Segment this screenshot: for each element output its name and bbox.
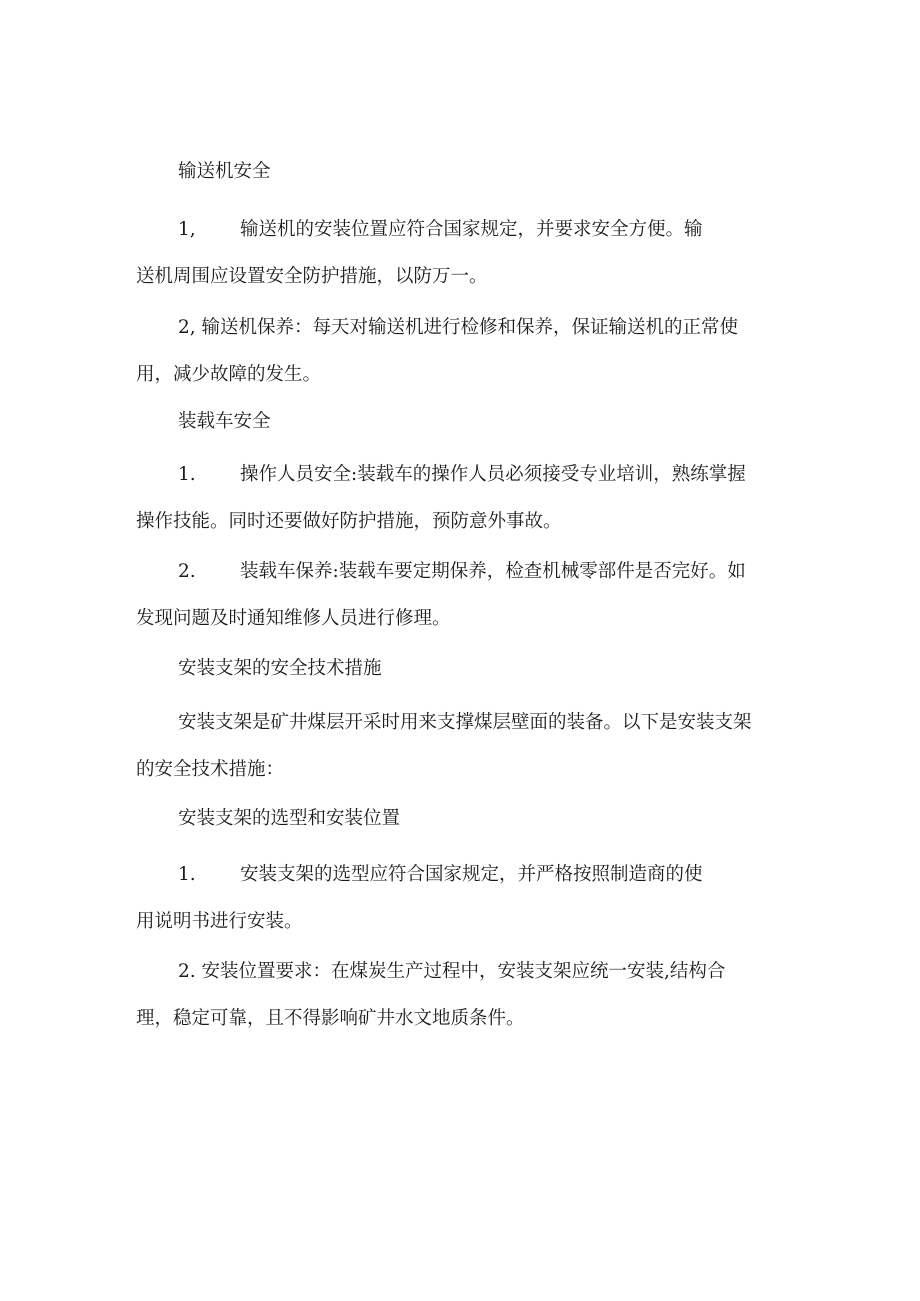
section-heading-conveyor bbox=[136, 148, 796, 195]
support-item-2 bbox=[136, 948, 796, 1042]
loader-item-2 bbox=[136, 548, 796, 642]
heading-text: 输送机安全 bbox=[178, 161, 271, 182]
item-number: 2. bbox=[178, 961, 196, 982]
intro-line-1: 安装支架是矿井煤层开采时用来支撑煤层壁面的装备。以下是安装支架 bbox=[178, 712, 752, 733]
support-intro bbox=[136, 699, 796, 793]
item-line-2: 理，稳定可靠，且不得影响矿井水文地质条件。 bbox=[136, 1008, 525, 1029]
loader-item-1 bbox=[136, 451, 796, 545]
item-line-2: 用，减少故障的发生。 bbox=[136, 364, 322, 385]
item-line-1: 输送机保养：每天对输送机进行检修和保养，保证输送机的正常使 bbox=[201, 317, 739, 338]
item-number: 1, bbox=[178, 219, 196, 240]
section-heading-support-selection bbox=[136, 795, 796, 842]
item-number: 1. bbox=[178, 464, 196, 485]
item-number: 2. bbox=[178, 561, 196, 582]
item-line-2: 用说明书进行安装。 bbox=[136, 911, 303, 932]
conveyor-item-2 bbox=[136, 304, 796, 398]
item-line-2: 送机周围应设置安全防护措施，以防万一。 bbox=[136, 266, 488, 287]
heading-text: 安装支架的选型和安装位置 bbox=[178, 808, 401, 829]
item-number: 2, bbox=[178, 317, 196, 338]
item-line-1: 装载车保养:装载车要定期保养，检查机械零部件是否完好。如 bbox=[240, 561, 746, 582]
item-number: 1. bbox=[178, 864, 196, 885]
heading-text: 装载车安全 bbox=[178, 411, 271, 432]
section-heading-support-safety bbox=[136, 645, 796, 692]
item-line-1: 操作人员安全:装载车的操作人员必须接受专业培训，熟练掌握 bbox=[240, 464, 746, 485]
item-line-1: 安装位置要求：在煤炭生产过程中，安装支架应统一安装,结构合 bbox=[201, 961, 726, 982]
item-line-1: 输送机的安装位置应符合国家规定，并要求安全方便。输 bbox=[240, 219, 703, 240]
intro-line-2: 的安全技术措施： bbox=[136, 759, 285, 780]
item-line-2: 发现问题及时通知维修人员进行修理。 bbox=[136, 608, 451, 629]
section-heading-loader bbox=[136, 398, 796, 445]
support-item-1 bbox=[136, 851, 796, 945]
heading-text: 安装支架的安全技术措施 bbox=[178, 658, 382, 679]
item-line-2: 操作技能。同时还要做好防护措施，预防意外事故。 bbox=[136, 511, 562, 532]
conveyor-item-1 bbox=[136, 206, 796, 300]
item-line-1: 安装支架的选型应符合国家规定，并严格按照制造商的使 bbox=[240, 864, 703, 885]
